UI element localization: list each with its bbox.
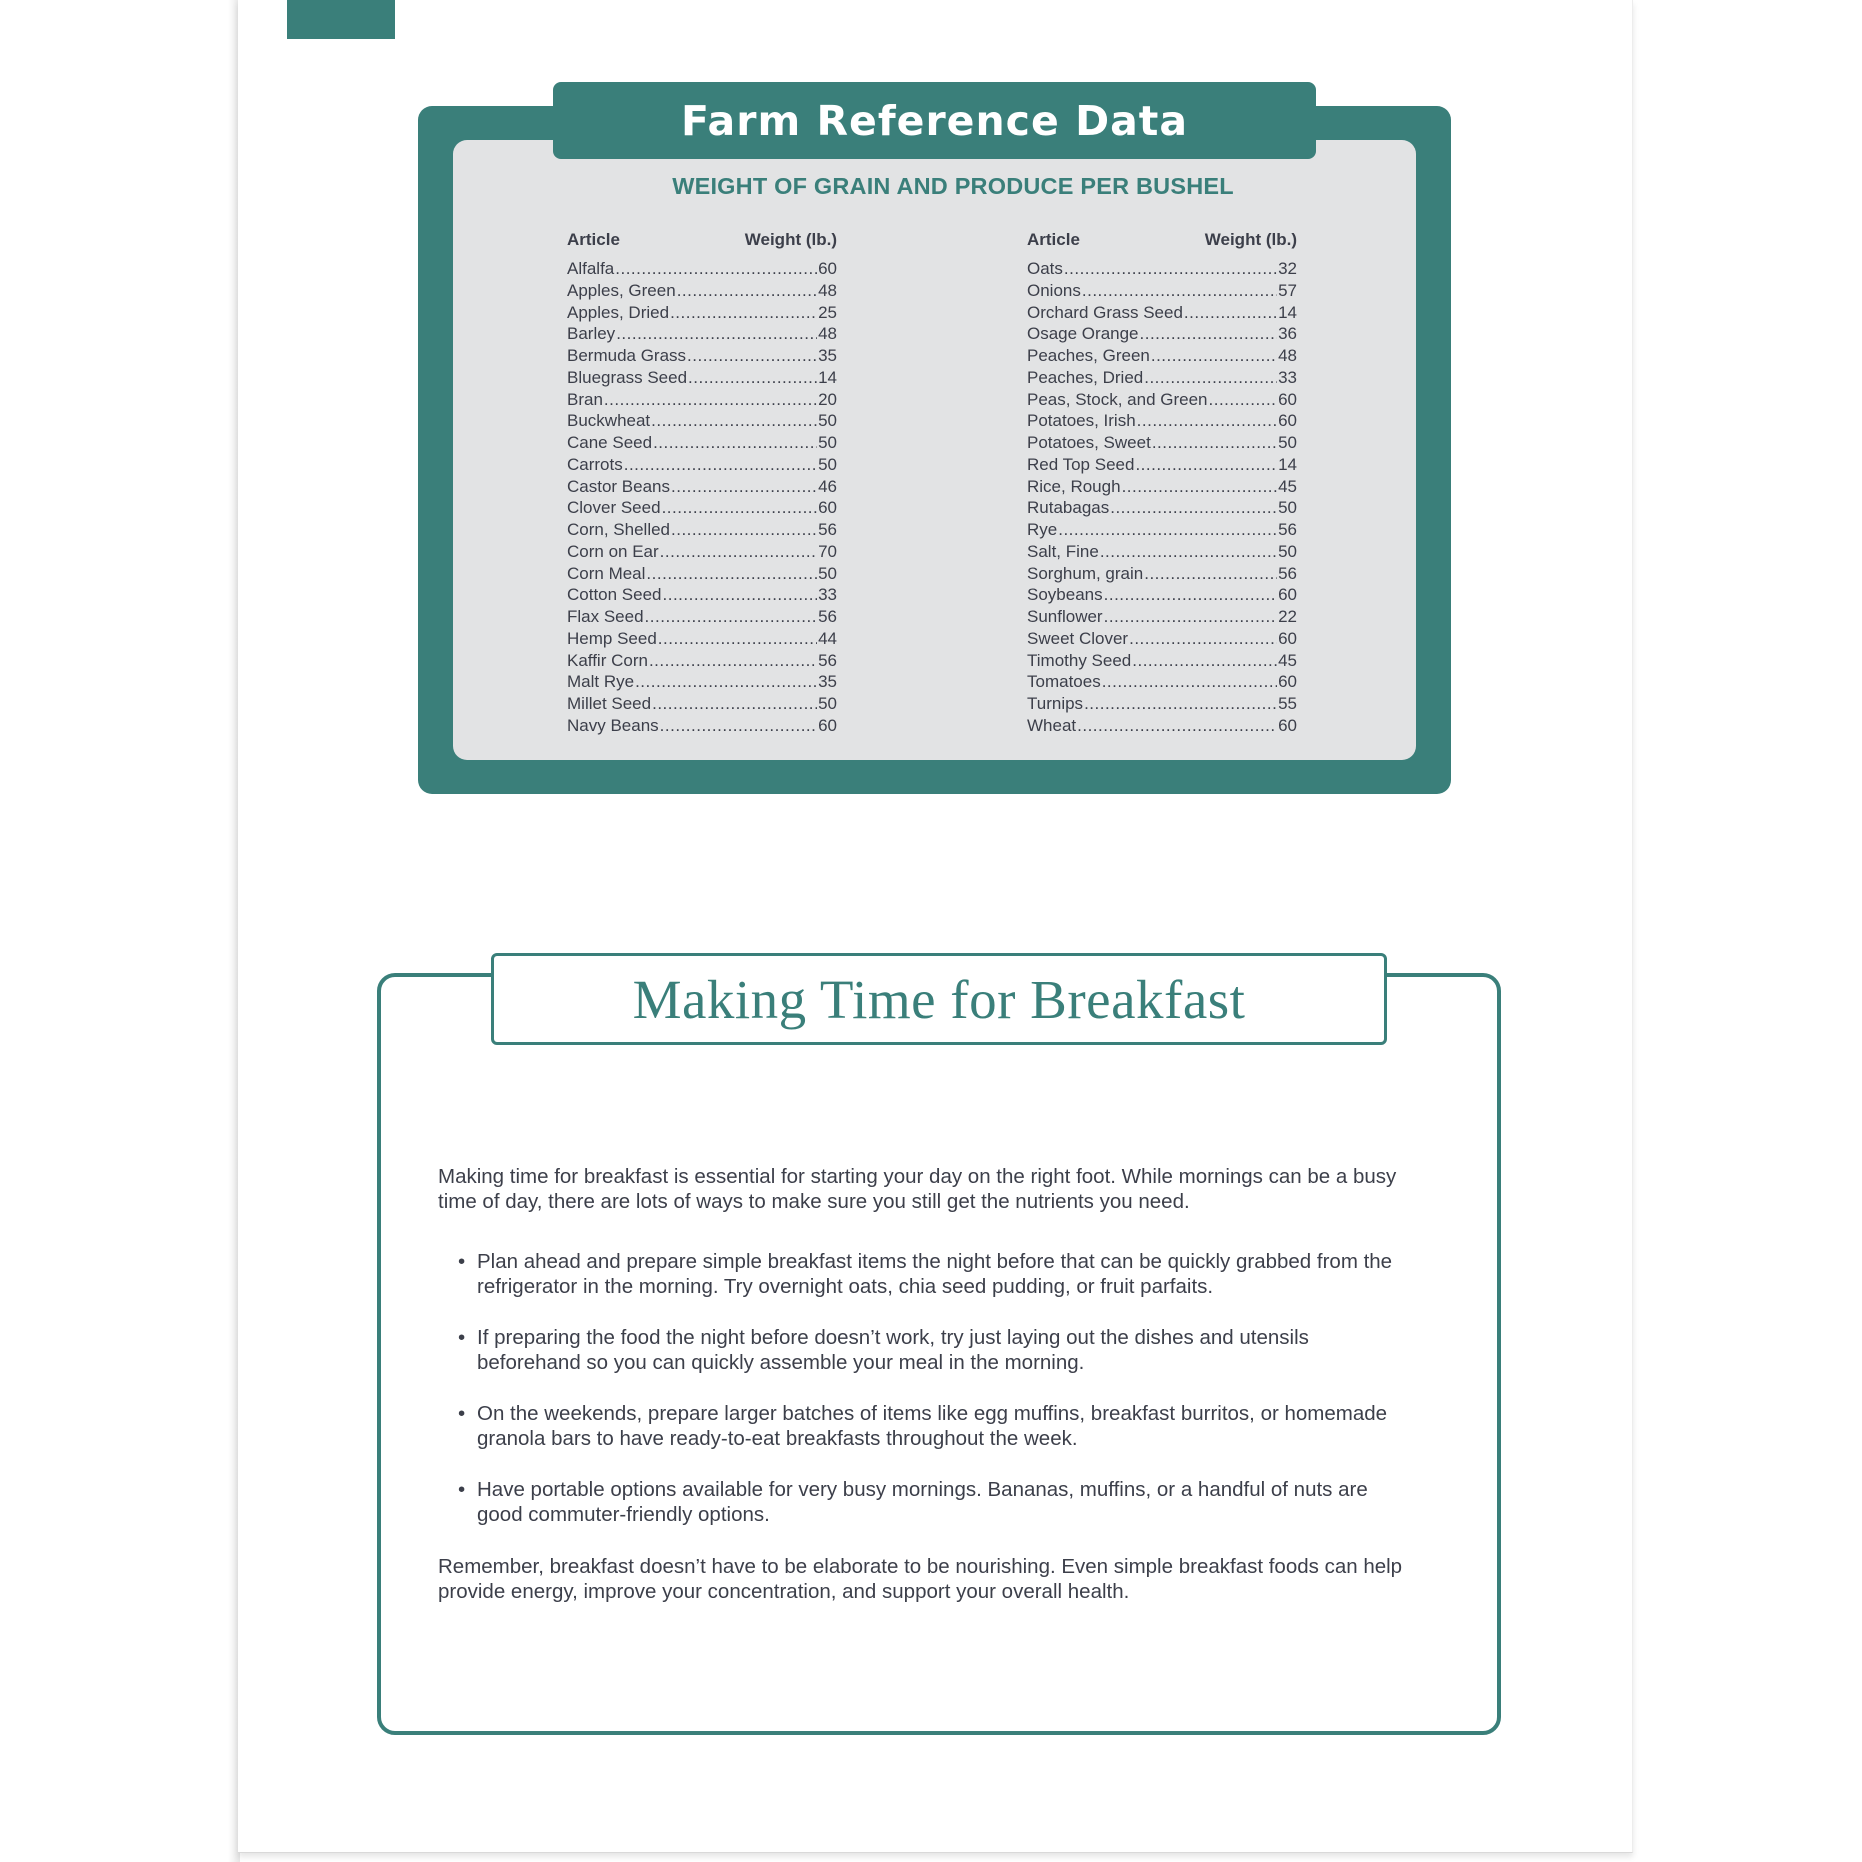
table-row [567,367,837,389]
article-weight: 50 [818,411,837,431]
article-weight: 60 [818,259,837,278]
leader-dots [615,258,817,280]
table-row [567,563,837,585]
article-weight: 56 [818,520,837,539]
table-row [567,497,837,519]
table-row [567,432,837,454]
article-name: Corn on Ear [567,541,659,561]
leader-dots [660,541,817,563]
table-row [1027,302,1297,324]
article-name: Malt Rye [567,672,635,692]
table-row [1027,258,1297,280]
leader-dots [1077,715,1277,737]
article-weight: 20 [818,389,837,409]
leader-dots [687,345,817,367]
article-weight: 57 [1278,280,1297,300]
table-row [1027,476,1297,498]
article-weight: 35 [818,672,837,692]
bullet-icon: • [458,1326,466,1349]
article-weight: 50 [1278,498,1297,518]
header-article: Article [567,230,620,249]
article-name: Bran [567,389,603,409]
table-row [567,410,837,432]
list-item [458,1249,1418,1299]
article-weight: 48 [818,324,837,344]
article-weight: 60 [1278,389,1297,409]
article-weight: 33 [818,585,837,605]
leader-dots [1135,454,1277,476]
table-row [567,476,837,498]
leader-dots [1129,628,1277,650]
leader-dots [688,367,817,389]
article-name: Salt, Fine [1027,541,1099,561]
article-name: Flax Seed [567,607,644,626]
article-weight: 50 [818,433,837,452]
article-name: Oats [1027,259,1063,278]
farm-subtitle: WEIGHT OF GRAIN AND PRODUCE PER BUSHEL [672,173,1234,199]
article-name: Kaffir Corn [567,650,648,670]
article-weight: 60 [1278,715,1297,735]
leader-dots [653,432,817,454]
article-name: Peaches, Green [1027,346,1150,365]
leader-dots [677,280,817,302]
article-name: Potatoes, Irish [1027,411,1136,431]
list-item [458,1477,1418,1527]
leader-dots [635,671,817,693]
leader-dots [1058,519,1277,541]
leader-dots [624,454,817,476]
leader-dots [1152,432,1277,454]
article-weight: 48 [818,280,837,300]
bullet-icon: • [458,1402,466,1425]
article-weight: 48 [1278,346,1297,365]
leader-dots [652,693,817,715]
article-name: Corn, Shelled [567,520,671,539]
leader-dots [649,650,817,672]
article-name: Rye [1027,520,1058,539]
article-name: Carrots [567,454,623,474]
article-weight: 50 [818,563,837,583]
article-weight: 14 [1278,302,1297,322]
bullet-icon: • [458,1478,466,1501]
article-weight: 60 [1278,411,1297,431]
tip-text: On the weekends, prepare larger batches of items like egg muffins, breakfast burritos, or homemade granola bars to have ready-to-eat breakfasts throughout the week. [477,1402,1388,1450]
leader-dots [1140,323,1278,345]
table-row [567,323,837,345]
leader-dots [1184,302,1277,324]
leader-dots [651,410,817,432]
weight-table-left [567,228,837,737]
table-row [1027,345,1297,367]
article-weight: 56 [1278,563,1297,583]
breakfast-title: Making Time for Breakfast [632,968,1246,1030]
leader-dots [1144,367,1277,389]
article-name: Peas, Stock, and Green [1027,389,1208,409]
table-row [1027,584,1297,606]
list-item [458,1401,1418,1451]
leader-dots [1144,563,1277,585]
article-weight: 60 [1278,585,1297,605]
article-name: Timothy Seed [1027,650,1132,670]
table-row [1027,389,1297,411]
table-row [567,258,837,280]
table-row [1027,671,1297,693]
corner-tab [287,0,395,39]
article-name: Sorghum, grain [1027,563,1144,583]
tip-text: If preparing the food the night before doesn’t work, try just laying out the dishes and utensils beforehand so you can quickly assemble your meal in the morning. [477,1326,1309,1374]
article-name: Peaches, Dried [1027,367,1144,387]
article-name: Sweet Clover [1027,628,1129,648]
weight-table-right [1027,228,1297,737]
breakfast-outro: Remember, breakfast doesn’t have to be elaborate to be nourishing. Even simple breakfast foods can help provide energy, improve your concentration, and support your overall health. [438,1555,1403,1603]
table-row [1027,606,1297,628]
farm-title: Farm Reference Data [680,96,1189,145]
article-name: Hemp Seed [567,628,657,648]
table-row [567,715,837,737]
leader-dots [1102,671,1277,693]
article-weight: 22 [1278,607,1297,626]
leader-dots [1137,410,1277,432]
article-name: Clover Seed [567,498,661,518]
article-name: Buckwheat [567,411,651,431]
article-weight: 50 [1278,433,1297,452]
breakfast-intro: Making time for breakfast is essential for starting your day on the right foot. While mornings can be a busy time of day, there are lots of ways to make sure you still get the nutrients you need. [438,1165,1397,1213]
article-name: Navy Beans [567,715,659,735]
article-weight: 60 [818,715,837,735]
table-row [567,389,837,411]
article-weight: 14 [1278,454,1297,474]
leader-dots [1209,389,1278,411]
bullet-icon: • [458,1250,466,1273]
article-weight: 50 [1278,541,1297,561]
leader-dots [1104,606,1277,628]
article-name: Soybeans [1027,585,1103,605]
article-name: Barley [567,324,616,344]
leader-dots [1104,584,1277,606]
article-weight: 50 [818,694,837,713]
article-name: Onions [1027,280,1081,300]
table-row [567,302,837,324]
article-name: Alfalfa [567,259,615,278]
table-row [567,671,837,693]
leader-dots [670,302,817,324]
article-weight: 44 [818,628,837,648]
table-row [567,541,837,563]
leader-dots [604,389,817,411]
article-weight: 36 [1278,324,1297,344]
article-name: Rutabagas [1027,498,1110,518]
article-name: Rice, Rough [1027,476,1121,496]
leader-dots [663,584,818,606]
article-name: Millet Seed [567,694,652,713]
leader-dots [1100,541,1277,563]
table-row [567,280,837,302]
leader-dots [1132,650,1277,672]
table-row [1027,497,1297,519]
table-row [1027,650,1297,672]
article-name: Osage Orange [1027,324,1139,344]
article-name: Castor Beans [567,476,670,496]
table-row [1027,367,1297,389]
article-name: Bluegrass Seed [567,367,688,387]
article-name: Cane Seed [567,433,653,452]
article-weight: 60 [818,498,837,518]
table-row [1027,323,1297,345]
table-row [1027,432,1297,454]
leader-dots [660,715,817,737]
leader-dots [1082,280,1277,302]
leader-dots [1064,258,1277,280]
header-weight: Weight (lb.) [1204,230,1297,249]
article-weight: 32 [1278,259,1297,278]
leader-dots [658,628,817,650]
leader-dots [662,497,818,519]
article-name: Corn Meal [567,563,646,583]
table-row [567,693,837,715]
article-weight: 55 [1278,694,1297,713]
article-name: Red Top Seed [1027,454,1135,474]
table-row [567,345,837,367]
article-weight: 45 [1278,476,1297,496]
table-row [1027,454,1297,476]
breakfast-tips-list [458,1249,1418,1553]
article-weight: 56 [818,650,837,670]
table-header [1027,228,1297,252]
article-weight: 14 [818,367,837,387]
table-row [1027,541,1297,563]
table-row [1027,715,1297,737]
article-name: Potatoes, Sweet [1027,433,1151,452]
article-name: Apples, Green [567,280,676,300]
breakfast-title-box [491,953,1387,1045]
article-name: Orchard Grass Seed [1027,302,1183,322]
article-weight: 25 [818,302,837,322]
table-row [567,650,837,672]
table-row [567,454,837,476]
article-name: Sunflower [1027,607,1103,626]
table-row [1027,563,1297,585]
table-row [567,606,837,628]
table-row [1027,693,1297,715]
table-row [1027,628,1297,650]
article-weight: 70 [818,541,837,561]
article-weight: 60 [1278,672,1297,692]
article-name: Apples, Dried [567,302,670,322]
article-name: Turnips [1027,694,1084,713]
article-weight: 45 [1278,650,1297,670]
table-header [567,228,837,252]
leader-dots [671,476,817,498]
article-weight: 60 [1278,628,1297,648]
list-item [458,1325,1418,1375]
leader-dots [645,606,818,628]
header-article: Article [1027,230,1080,249]
leader-dots [671,519,817,541]
table-row [567,519,837,541]
table-row [567,628,837,650]
farm-title-tab [553,82,1316,159]
article-name: Cotton Seed [567,585,662,605]
article-weight: 46 [818,476,837,496]
leader-dots [1110,497,1277,519]
table-row [1027,410,1297,432]
table-row [1027,280,1297,302]
tip-text: Have portable options available for very busy mornings. Bananas, muffins, or a handful of nuts are good commuter-friendly options. [477,1478,1368,1526]
article-weight: 56 [818,607,837,626]
header-weight: Weight (lb.) [744,230,837,249]
article-name: Tomatoes [1027,672,1101,692]
leader-dots [1151,345,1277,367]
table-row [1027,519,1297,541]
article-weight: 56 [1278,520,1297,539]
leader-dots [1122,476,1278,498]
article-name: Bermuda Grass [567,346,687,365]
article-weight: 33 [1278,367,1297,387]
tip-text: Plan ahead and prepare simple breakfast items the night before that can be quickly grabbed from the refrigerator in the morning. Try overnight oats, chia seed pudding, or fruit parfaits. [477,1250,1393,1298]
leader-dots [646,563,817,585]
article-weight: 35 [818,346,837,365]
article-weight: 50 [818,454,837,474]
leader-dots [616,323,817,345]
table-row [567,584,837,606]
leader-dots [1084,693,1277,715]
article-name: Wheat [1027,715,1077,735]
